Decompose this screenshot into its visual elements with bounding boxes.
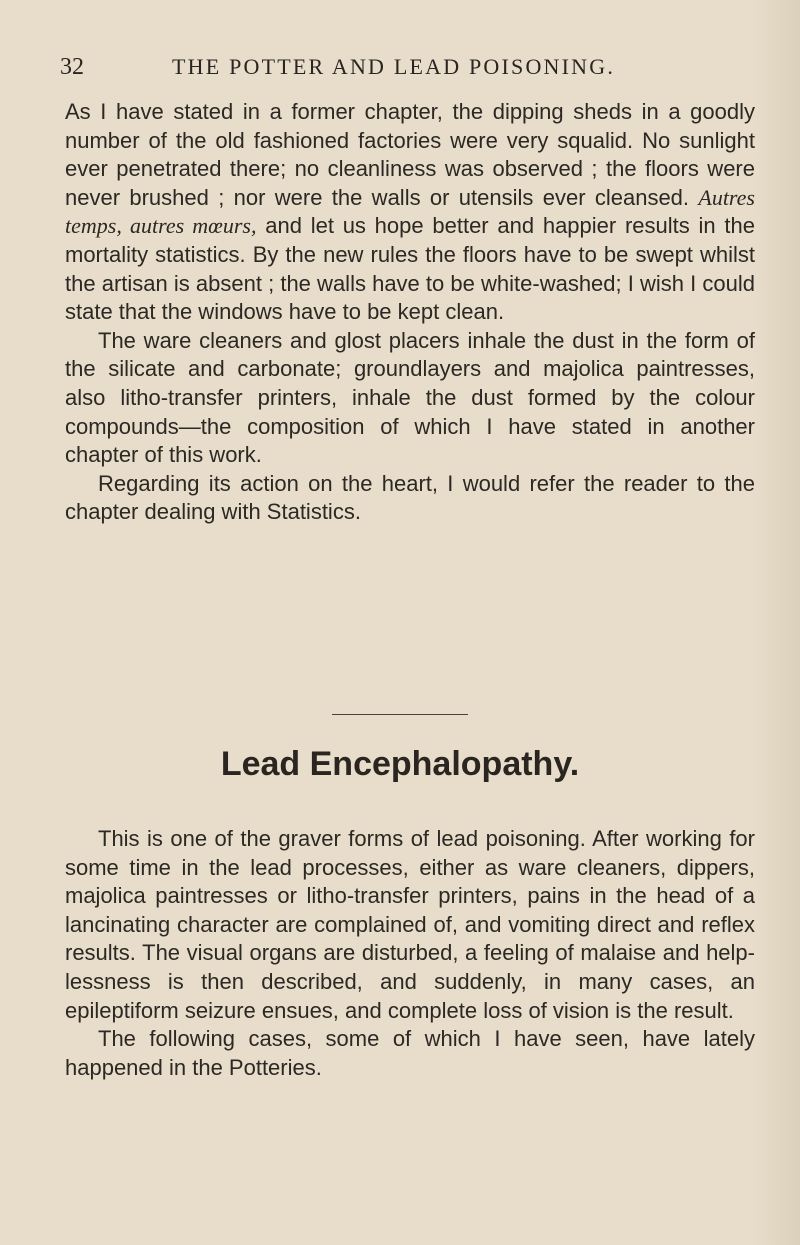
- paragraph-dipping-sheds: [65, 98, 755, 327]
- paragraph-ware-cleaners: The ware cleaners and glost placers inhale the dust in the form of the silicate and carbonate; groundlayers and majolica paintresses, also litho-transfer printers, inhale the dust formed by the colour compounds—the composition of which I have stated in another chapter of this work.: [65, 327, 755, 468]
- running-title: THE POTTER AND LEAD POISONING.: [172, 54, 616, 79]
- french-phrase: Autres temps, autres mœurs,: [65, 184, 755, 239]
- section-heading: Lead Encephalopathy.: [220, 745, 580, 783]
- running-head: [60, 54, 760, 84]
- paragraph-following-cases: The following cases, some of which I have seen, have lately happened in the Potteries.: [65, 1026, 755, 1080]
- paragraph-encephalopathy: This is one of the graver forms of lead poisoning. After working for some time in the lead processes, either as ware cleaners, dippers, majolica paintresses or litho-transfer printers, pains in the head of a lancinating character are complained of, and vomiting direct and reflex results. The visual organs are disturbed, a feeling of malaise and help-lessness is then described, and suddenly, in many cases, an epileptiform seizure ensues, and complete loss of vision is the result.: [65, 826, 755, 1023]
- body-text: [65, 98, 755, 527]
- section-text: [65, 825, 755, 1082]
- paragraph-heart-action: Regarding its action on the heart, I would refer the reader to the chapter dealing with Statistics.: [65, 470, 755, 525]
- paragraph-text: As I have stated in a former chapter, the dipping sheds in a goodly number of the old fashioned factories were very squalid. No sunlight ever penetrated there; no cleanliness was observed ; the floors were never brushed ; nor were the walls or utensils ever cleansed.: [65, 99, 755, 210]
- paragraph-text: and let us hope better and happier results in the mortality statistics. By the new rules the floors have to be swept whilst the artisan is absent ; the walls have to be white-washed; I wish I could state that the windows have to be kept clean.: [65, 213, 755, 325]
- section-divider: [332, 714, 468, 715]
- page-number: 32: [60, 54, 84, 80]
